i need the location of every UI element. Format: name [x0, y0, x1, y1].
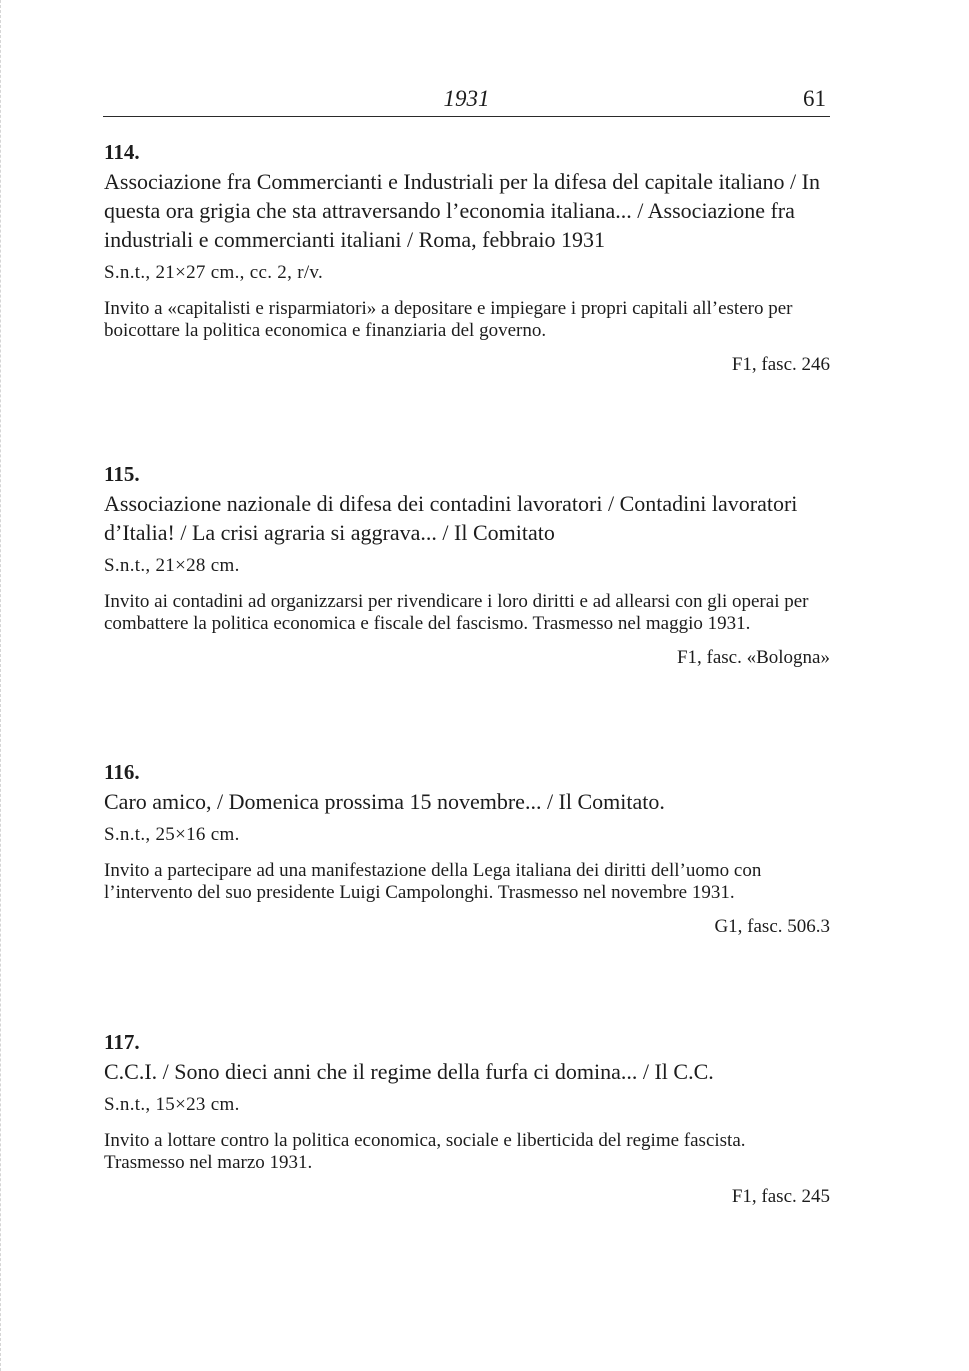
running-head-year: 1931: [443, 86, 490, 111]
entry-number: 117.: [104, 1030, 140, 1054]
scan-edge: [0, 0, 5, 1371]
catalog-entry-114: [104, 140, 830, 376]
entry-number: 116.: [104, 760, 140, 784]
entry-title: C.C.I. / Sono dieci anni che il regime della furfa ci domina... / Il C.C.: [104, 1059, 714, 1084]
entry-title: Associazione nazionale di difesa dei contadini lavoratori / Contadini lavoratori d’Italia! / La crisi agraria si aggrava... / Il Comitato: [104, 491, 798, 545]
entry-format: S.n.t., 25×16 cm.: [104, 824, 240, 845]
entry-number: 115.: [104, 462, 140, 486]
entry-description: Invito a lottare contro la politica economica, sociale e liberticida del regime fascista. Trasmesso nel marzo 1931.: [104, 1130, 746, 1173]
archive-reference: G1, fasc. 506.3: [714, 916, 830, 937]
catalog-entry-116: [104, 760, 830, 938]
archive-reference: F1, fasc. 246: [731, 354, 830, 375]
entry-number: 114.: [104, 140, 140, 164]
entry-format: S.n.t., 15×23 cm.: [104, 1094, 240, 1115]
entry-title: Associazione fra Commercianti e Industriali per la difesa del capitale italiano / In questa ora grigia che sta attraversando l’economia italiana... / Associazione fra industriali e commercianti italiani / Roma, febbraio 1931: [104, 169, 820, 252]
entry-format: S.n.t., 21×28 cm.: [104, 555, 240, 576]
catalog-entry-115: [104, 462, 830, 669]
page-header: [103, 86, 830, 117]
entry-description: Invito a «capitalisti e risparmiatori» a depositare e impiegare i propri capitali all’estero per boicottare la politica economica e finanziaria del governo.: [104, 298, 793, 341]
page-number: 61: [803, 86, 826, 111]
entry-description: Invito a partecipare ad una manifestazione della Lega italiana dei diritti dell’uomo con l’intervento del suo presidente Luigi Campolonghi. Trasmesso nel novembre 1931.: [104, 860, 762, 903]
archive-reference: F1, fasc. 245: [731, 1186, 830, 1207]
archive-reference: F1, fasc. «Bologna»: [676, 647, 830, 668]
entry-format: S.n.t., 21×27 cm., cc. 2, r/v.: [104, 262, 324, 283]
catalog-entry-117: [104, 1030, 830, 1208]
entry-title: Caro amico, / Domenica prossima 15 novembre... / Il Comitato.: [104, 789, 665, 814]
entry-description: Invito ai contadini ad organizzarsi per rivendicare i loro diritti e ad allearsi con gli operai per combattere la politica economica e fiscale del fascismo. Trasmesso nel maggio 1931.: [104, 591, 809, 634]
